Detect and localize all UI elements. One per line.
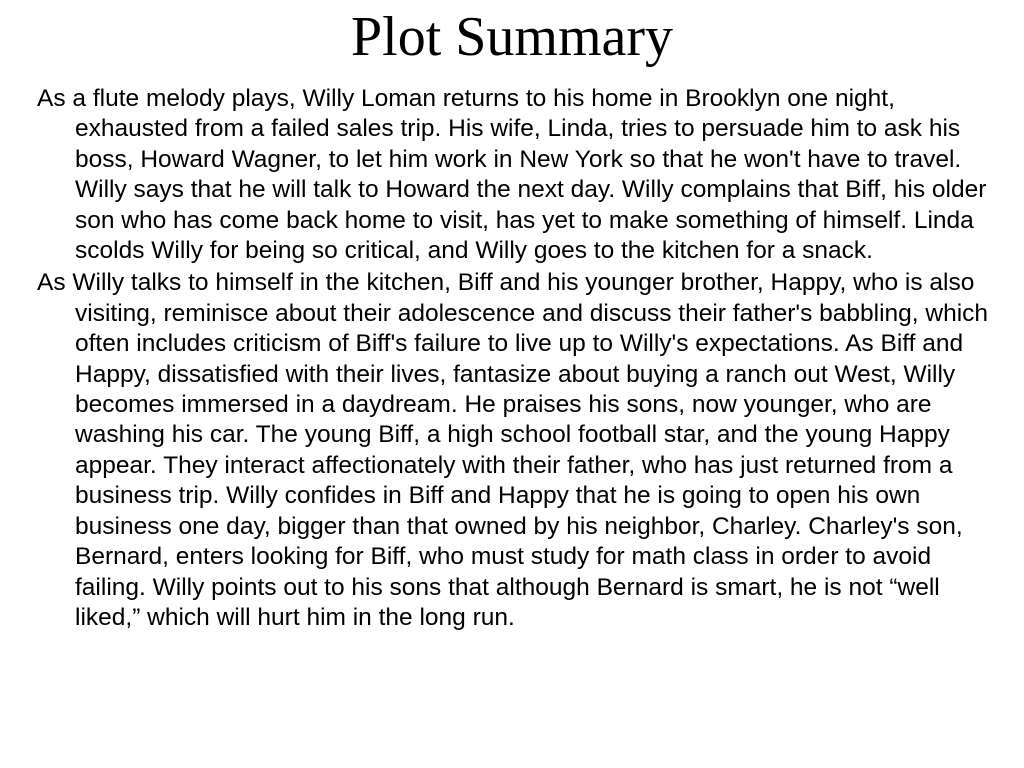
slide-body: [37, 84, 997, 635]
slide-title: Plot Summary: [350, 6, 674, 68]
paragraph-2: As Willy talks to himself in the kitchen, Biff and his younger brother, Happy, who is also visiting, reminisce about their adolescence and discuss their father's babbling, which often includes criticism of Biff's failure to live up to Willy's expectations. As Biff and Happy, dissatisfied with their lives, fantasize about buying a ranch out West, Willy becomes immersed in a daydream. He praises his sons, now younger, who are washing his car. The young Biff, a high school football star, and the young Happy appear. They interact affectionately with their father, who has just returned from a business trip. Willy confides in Biff and Happy that he is going to open his own business one day, bigger than that owned by his neighbor, Charley. Charley's son, Bernard, enters looking for Biff, who must study for math class in order to avoid failing. Willy points out to his sons that although Bernard is smart, he is not “well liked,” which will hurt him in the long run.: [37, 269, 989, 631]
paragraph-1: As a flute melody plays, Willy Loman returns to his home in Brooklyn one night, exhausted from a failed sales trip. His wife, Linda, tries to persuade him to ask his boss, Howard Wagner, to let him work in New York so that he won't have to travel. Willy says that he will talk to Howard the next day. Willy complains that Biff, his older son who has come back home to visit, has yet to make something of himself. Linda scolds Willy for being so critical, and Willy goes to the kitchen for a snack.: [37, 85, 987, 265]
